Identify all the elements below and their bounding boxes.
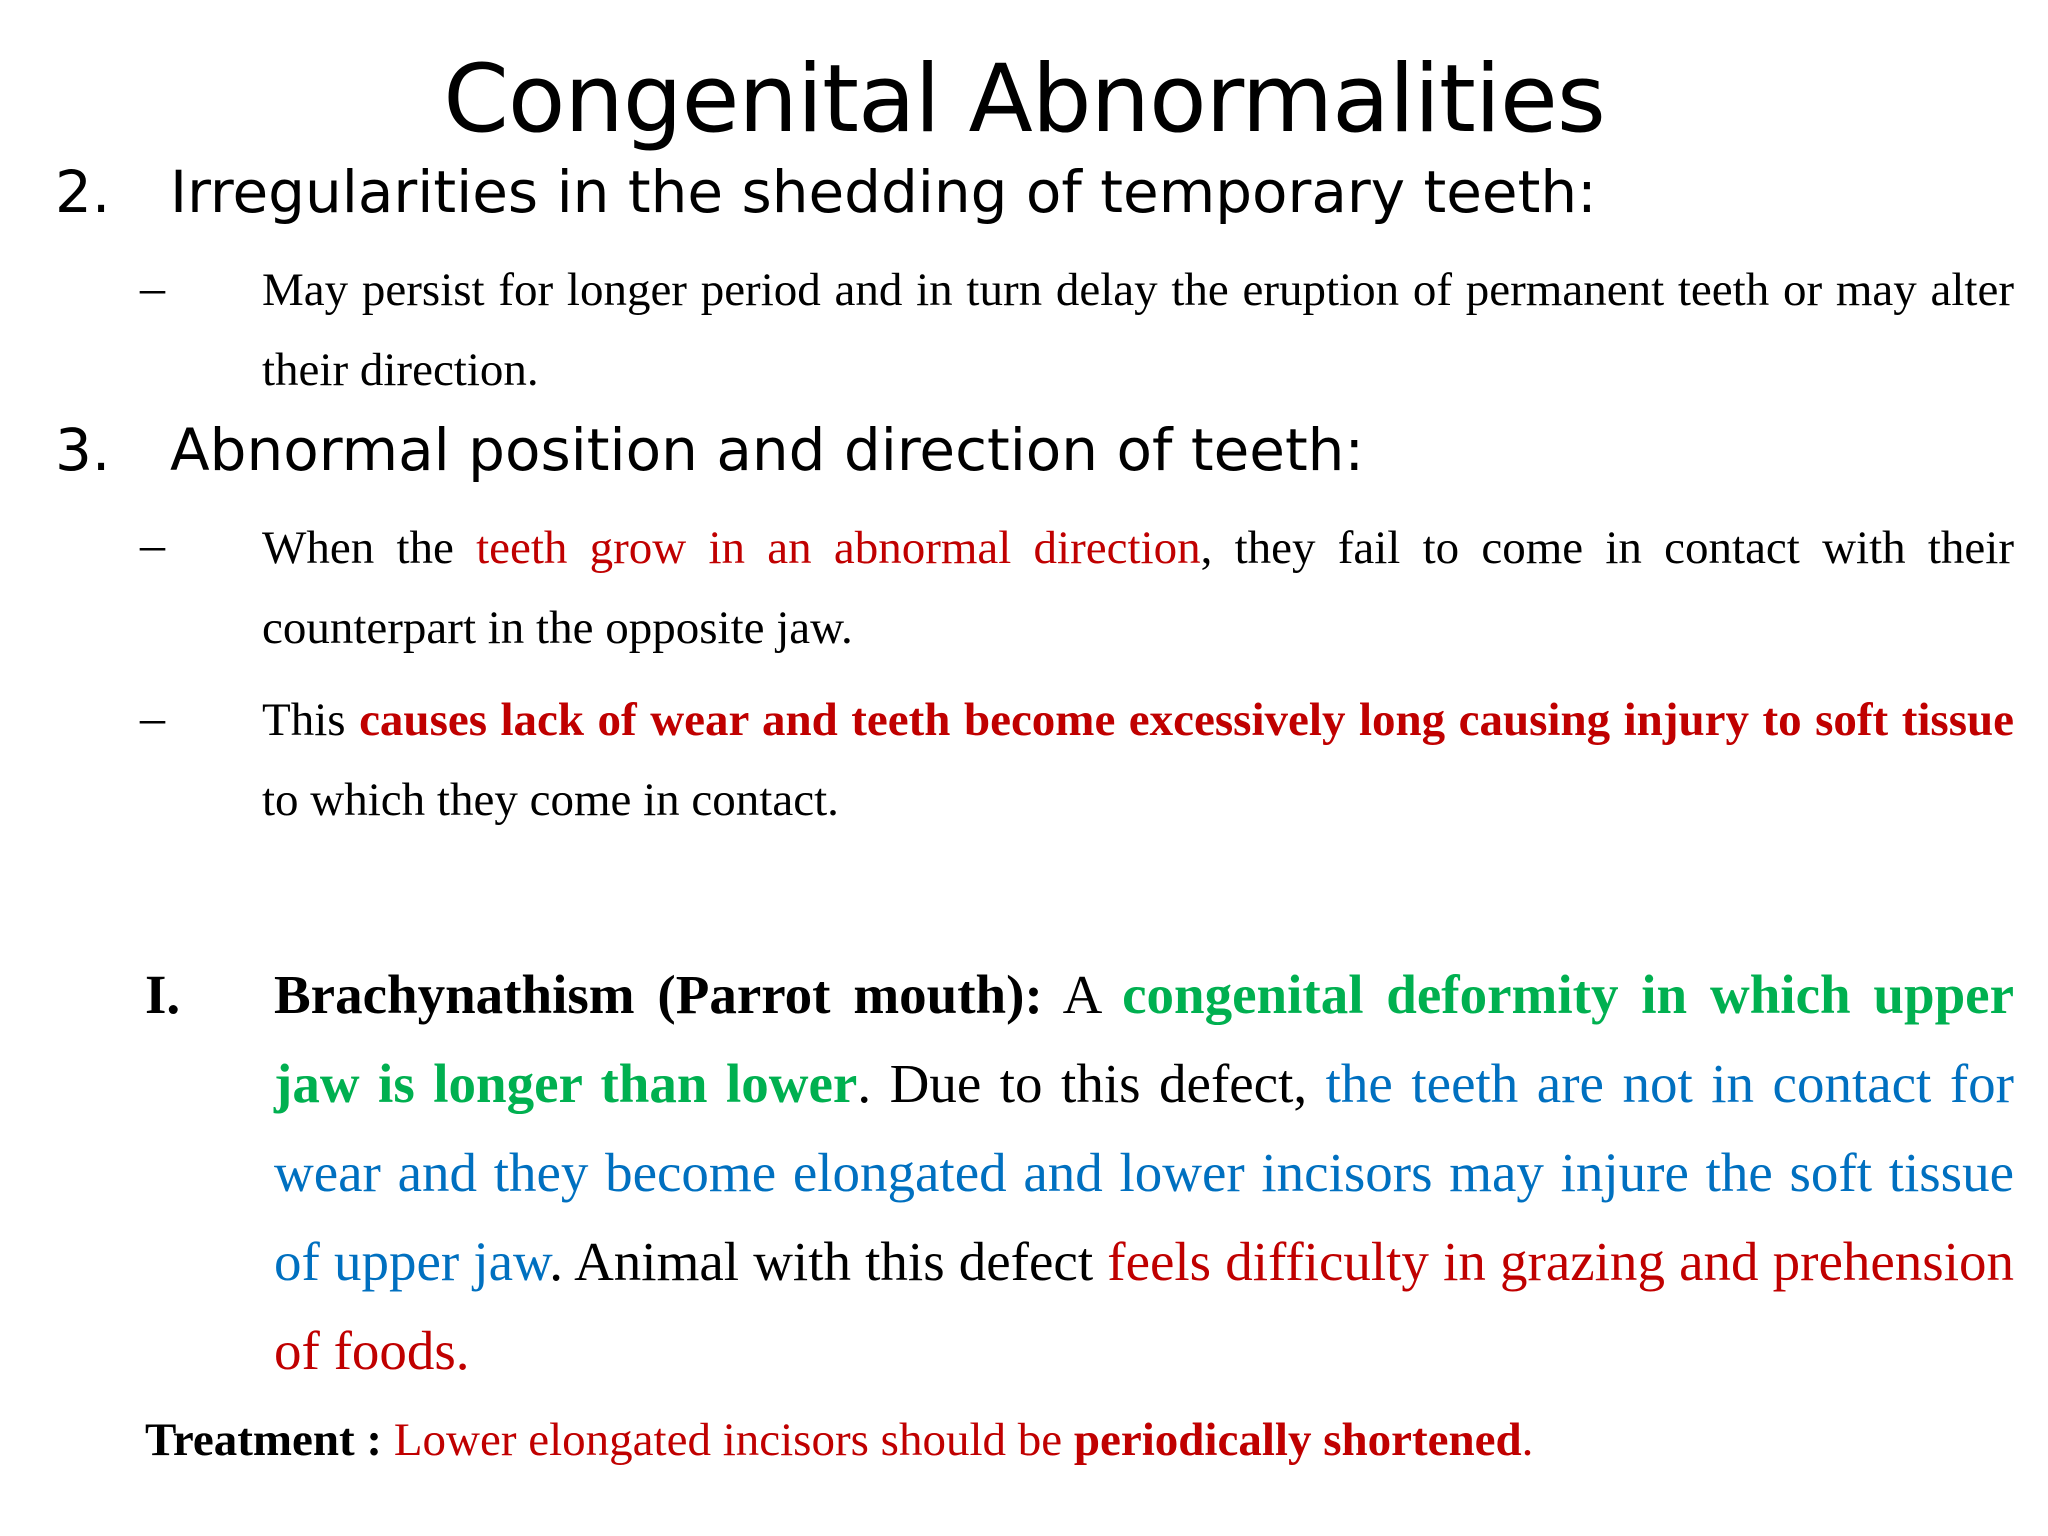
- brachynathism-intro: A: [1042, 964, 1123, 1025]
- treatment-line: [145, 1400, 1995, 1480]
- section-3-heading: [55, 410, 1364, 490]
- brachynathism-consequence: feels difficulty in grazing and prehension of foods.: [274, 1231, 2014, 1381]
- brachynathism-paragraph: [274, 950, 2014, 1395]
- section-3-bullet-2: [262, 680, 2014, 840]
- section-3-bullet-1-prefix: When the: [262, 522, 477, 574]
- section-2-bullet-1-text: May persist for longer period and in turn delay the eruption of permanent teeth or may alter their direction.: [262, 264, 2014, 396]
- section-3-bullet-1-highlight: teeth grow in an abnormal direction: [476, 522, 1201, 574]
- section-3-bullet-2-suffix: to which they come in contact.: [262, 774, 839, 826]
- section-3-bullet-2-dash: –: [140, 689, 165, 745]
- brachynathism-term: Brachynathism (Parrot mouth):: [274, 964, 1043, 1025]
- section-2-number: 2.: [55, 158, 111, 226]
- brachynathism-definition: congenital deformity in which upper jaw is longer than lower: [274, 964, 2014, 1114]
- section-3-bullet-1-suffix: , they fail to come in contact with their counterpart in the opposite jaw.: [262, 522, 2014, 654]
- brachynathism-mid: . Due to this defect,: [857, 1053, 1326, 1114]
- treatment-end: .: [1521, 1414, 1534, 1466]
- section-3-bullet-2-prefix: This: [262, 694, 360, 746]
- treatment-emphasis: periodically shortened: [1073, 1414, 1522, 1466]
- slide-title: Congenital Abnormalities: [443, 45, 1605, 154]
- section-3-bullet-2-highlight: causes lack of wear and teeth become excessively long causing injury to soft tissue: [359, 694, 2014, 746]
- section-3-heading-text: Abnormal position and direction of teeth:: [170, 416, 1364, 484]
- section-3-bullet-1-dash: –: [140, 516, 165, 572]
- brachynathism-mid2: . Animal with this defect: [549, 1231, 1108, 1292]
- brachynathism-numeral: I.: [145, 964, 181, 1025]
- section-3-bullet-1: [262, 508, 2014, 668]
- brachynathism-effect: the teeth are not in contact for wear and they become elongated and lower incisors may injure the soft tissue of upper jaw: [274, 1053, 2014, 1292]
- treatment-text: Lower elongated incisors should be: [382, 1414, 1074, 1466]
- section-2-heading-text: Irregularities in the shedding of temporary teeth:: [170, 158, 1597, 226]
- section-2-bullet-1-dash: –: [140, 259, 165, 315]
- section-2-heading: [55, 152, 1597, 232]
- section-3-number: 3.: [55, 416, 111, 484]
- treatment-label: Treatment :: [145, 1414, 383, 1466]
